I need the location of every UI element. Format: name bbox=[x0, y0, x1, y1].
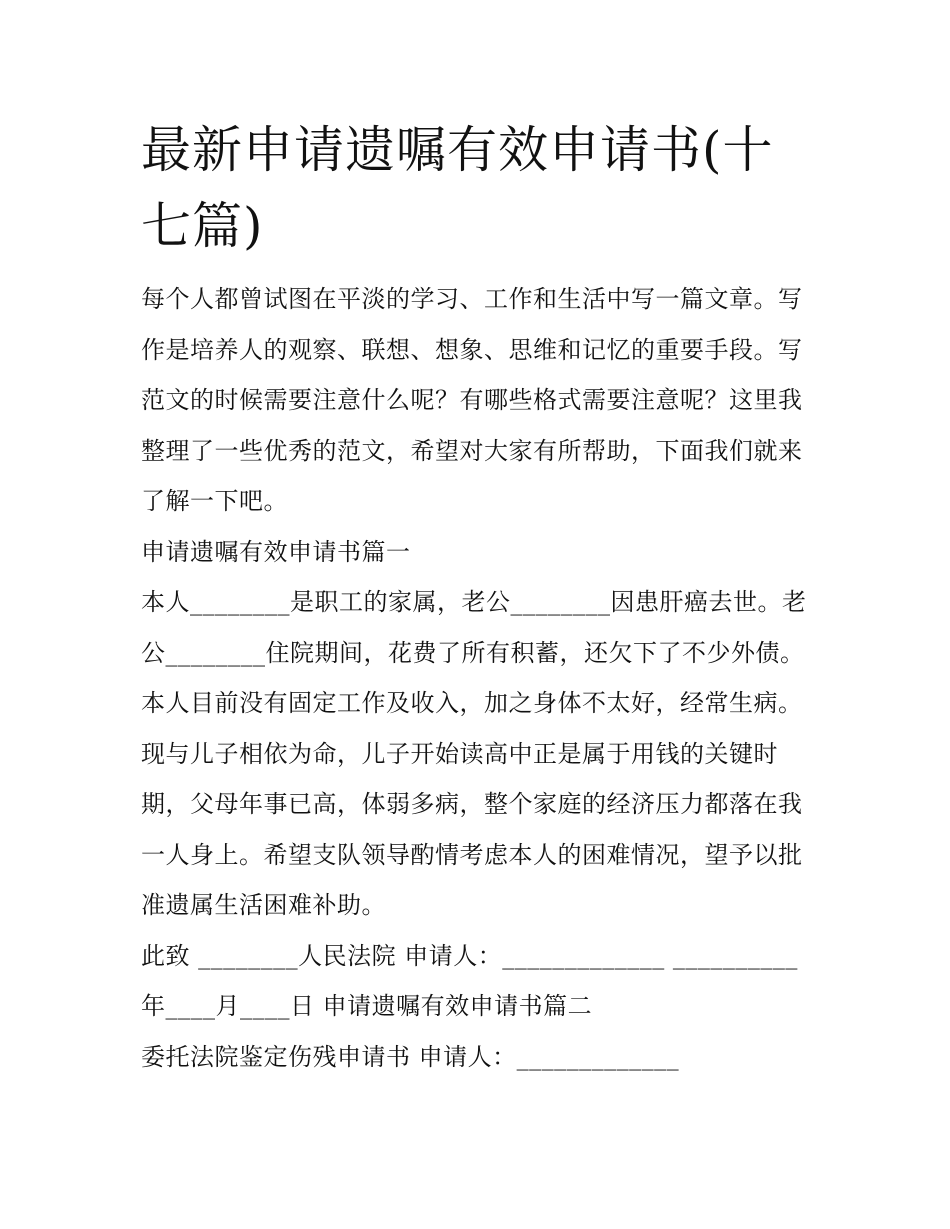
document-title: 最新申请遗嘱有效申请书(十七篇) bbox=[141, 121, 774, 255]
section-heading: 申请遗嘱有效申请书篇一 bbox=[141, 537, 411, 566]
intro-paragraph: 每个人都曾试图在平淡的学习、工作和生活中写一篇文章。写作是培养人的观察、联想、想象、思维和记忆的重要手段。写范文的时候需要注意什么呢？有哪些格式需要注意呢？这里我整理了一些优秀的范文，希望对大家有所帮助，下面我们就来了解一下吧。 bbox=[141, 285, 803, 515]
closing-paragraph: 此致 ________人民法院 申请人：_____________ __________年____月____日 申请遗嘱有效申请书篇二 bbox=[141, 941, 798, 1020]
document-body bbox=[141, 274, 821, 1082]
body-paragraph: 委托法院鉴定伤残申请书 申请人：_____________ bbox=[141, 1042, 680, 1071]
body-paragraph: 本人________是职工的家属，老公________因患肝癌去世。老公________住院期间，花费了所有积蓄，还欠下了不少外债。本人目前没有固定工作及收入，加之身体不太好，经常生病。现与儿子相依为命，儿子开始读高中正是属于用钱的关键时期，父母年事已高，体弱多病，整个家庭的经济压力都落在我一人身上。希望支队领导酌情考虑本人的困难情况，望予以批准遗属生活困难补助。 bbox=[141, 588, 807, 919]
